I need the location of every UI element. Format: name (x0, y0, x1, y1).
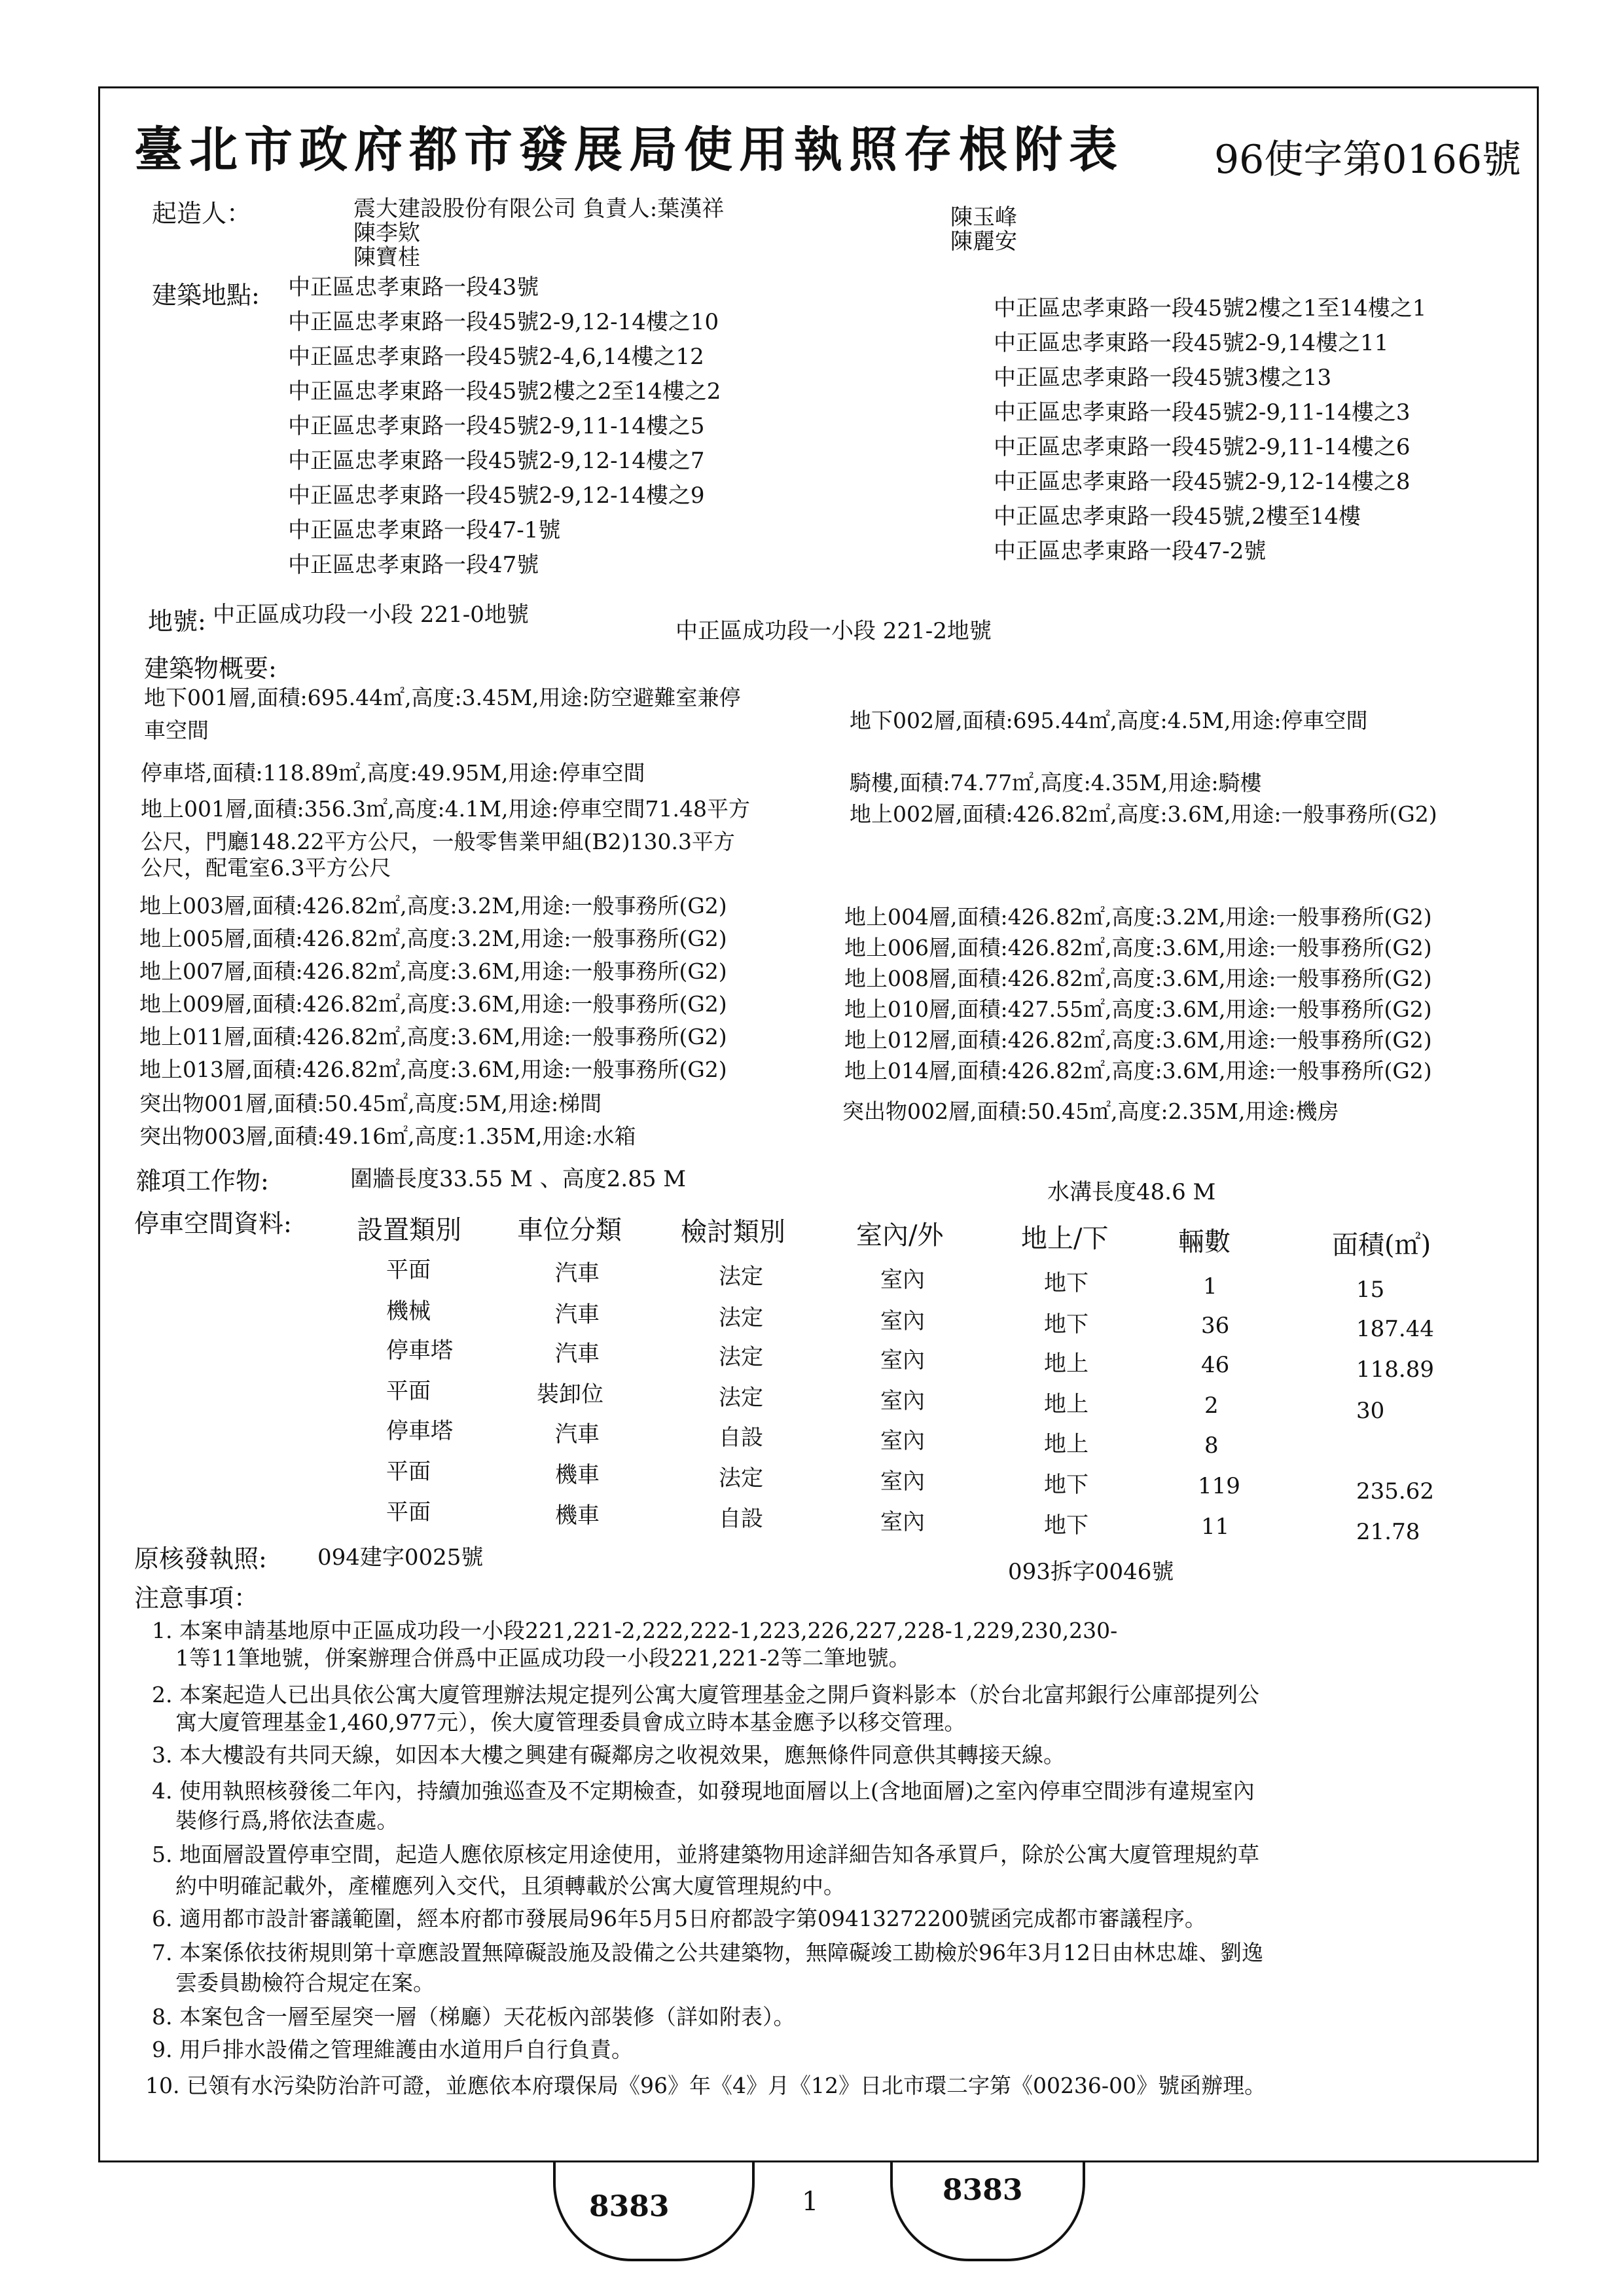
note-item: 雲委員勘檢符合規定在案。 (175, 1970, 435, 1995)
parking-header: 室內/外 (856, 1220, 944, 1250)
lot-label: 地號: (148, 607, 206, 636)
site-address: 中正區忠孝東路一段45號2-9,14樓之11 (994, 330, 1389, 356)
overview-line: 公尺，配電室6.3平方公尺 (141, 855, 391, 881)
site-address: 中正區忠孝東路一段45號3樓之13 (994, 365, 1332, 391)
builder-person: 陳玉峰 (950, 204, 1017, 230)
builder-company: 震大建設股份有限公司 負責人:葉漢祥 (353, 196, 725, 222)
overview-line: 地上003層,面積:426.82㎡,高度:3.2M,用途:一般事務所(G2) (139, 893, 727, 919)
parking-header: 檢討類別 (681, 1217, 785, 1247)
misc-works-wall: 圍牆長度33.55 M 、高度2.85 M (350, 1166, 687, 1192)
site-address: 中正區忠孝東路一段43號 (288, 274, 539, 301)
overview-line: 地上012層,面積:426.82㎡,高度:3.6M,用途:一般事務所(G2) (844, 1027, 1432, 1053)
site-address: 中正區忠孝東路一段45號2-4,6,14樓之12 (288, 344, 704, 370)
note-item: 9. 用戶排水設備之管理維護由水道用戶自行負責。 (152, 2037, 633, 2062)
parking-cell: 地上 (1044, 1351, 1088, 1377)
seal-number: 8383 (589, 2190, 670, 2223)
parking-cell: 室內 (880, 1468, 925, 1495)
parking-cell: 室內 (880, 1388, 925, 1414)
site-address: 中正區忠孝東路一段45號2-9,12-14樓之8 (994, 469, 1411, 495)
parking-cell: 地下 (1044, 1270, 1088, 1296)
original-permit-value: 093拆字0046號 (1008, 1559, 1174, 1585)
parking-header: 車位分類 (517, 1215, 622, 1245)
overview-line: 地上002層,面積:426.82㎡,高度:3.6M,用途:一般事務所(G2) (850, 801, 1437, 827)
site-address: 中正區忠孝東路一段45號2樓之1至14樓之1 (994, 295, 1427, 321)
parking-header: 面積(㎡) (1332, 1230, 1431, 1260)
note-item: 3. 本大樓設有共同天線，如因本大樓之興建有礙鄰房之收視效果，應無條件同意供其轉接天線。 (152, 1742, 1065, 1768)
parking-cell: 2 (1204, 1393, 1219, 1419)
page-number: 1 (802, 2187, 819, 2217)
overview-line: 地上004層,面積:426.82㎡,高度:3.2M,用途:一般事務所(G2) (844, 904, 1432, 930)
lot-number: 中正區成功段一小段 221-0地號 (213, 602, 529, 628)
document-title: 臺北市政府都市發展局使用執照存根附表 (134, 122, 1124, 178)
note-item: 4. 使用執照核發後二年內，持續加強巡查及不定期檢查，如發現地面層以上(含地面層)之室內停車空間涉有違規室內 (152, 1778, 1255, 1804)
overview-line: 公尺，門廳148.22平方公尺，一般零售業甲組(B2)130.3平方 (141, 829, 735, 854)
parking-cell: 汽車 (555, 1341, 600, 1367)
parking-header: 輛數 (1178, 1227, 1231, 1257)
parking-cell: 平面 (386, 1459, 431, 1485)
builder-label: 起造人： (152, 199, 252, 228)
site-address: 中正區忠孝東路一段47號 (288, 552, 539, 578)
note-item: 裝修行爲,將依法查處。 (175, 1808, 399, 1833)
parking-cell: 36 (1201, 1313, 1230, 1339)
overview-line: 地上010層,面積:427.55㎡,高度:3.6M,用途:一般事務所(G2) (844, 996, 1432, 1022)
permit-number: 96使字第0166號 (1214, 137, 1522, 183)
original-permit-value: 094建字0025號 (317, 1544, 484, 1571)
overview-line: 地下002層,面積:695.44㎡,高度:4.5M,用途:停車空間 (850, 708, 1368, 733)
overview-line: 停車塔,面積:118.89㎡,高度:49.95M,用途:停車空間 (141, 760, 645, 786)
overview-line: 騎樓,面積:74.77㎡,高度:4.35M,用途:騎樓 (850, 770, 1262, 795)
parking-cell: 汽車 (555, 1421, 600, 1448)
overview-line: 車空間 (144, 718, 209, 743)
parking-cell: 法定 (719, 1264, 763, 1290)
overview-line: 地上006層,面積:426.82㎡,高度:3.6M,用途:一般事務所(G2) (844, 935, 1432, 960)
site-label: 建築地點: (152, 281, 260, 310)
misc-works-ditch: 水溝長度48.6 M (1047, 1179, 1216, 1205)
note-item: 寓大廈管理基金1,460,977元），俟大廈管理委員會成立時本基金應予以移交管理。 (175, 1709, 966, 1735)
parking-cell: 118.89 (1356, 1357, 1434, 1383)
note-item: 1. 本案申請基地原中正區成功段一小段221,221-2,222,222-1,223,226,227,228-1,229,230,230- (152, 1618, 1118, 1643)
site-address: 中正區忠孝東路一段45號2-9,11-14樓之6 (994, 434, 1411, 460)
parking-cell: 裝卸位 (537, 1381, 603, 1408)
overview-line: 地上014層,面積:426.82㎡,高度:3.6M,用途:一般事務所(G2) (844, 1058, 1432, 1084)
overview-label: 建築物概要: (144, 654, 277, 683)
parking-cell: 平面 (386, 1257, 431, 1283)
seal-number: 8383 (943, 2174, 1023, 2207)
parking-cell: 法定 (719, 1465, 763, 1491)
site-address: 中正區忠孝東路一段45號2-9,12-14樓之10 (288, 309, 719, 335)
parking-cell: 11 (1201, 1514, 1230, 1540)
parking-cell: 地下 (1044, 1311, 1088, 1338)
site-address: 中正區忠孝東路一段45號2樓之2至14樓之2 (288, 378, 721, 405)
parking-cell: 法定 (719, 1344, 763, 1370)
parking-cell: 187.44 (1356, 1316, 1434, 1342)
overview-line: 地上005層,面積:426.82㎡,高度:3.2M,用途:一般事務所(G2) (139, 926, 727, 951)
overview-line: 地下001層,面積:695.44㎡,高度:3.45M,用途:防空避難室兼停 (144, 685, 741, 710)
parking-cell: 法定 (719, 1385, 763, 1411)
parking-cell: 15 (1356, 1277, 1385, 1303)
parking-cell: 室內 (880, 1428, 925, 1454)
overview-line: 突出物002層,面積:50.45㎡,高度:2.35M,用途:機房 (842, 1099, 1339, 1124)
parking-cell: 機車 (555, 1462, 600, 1488)
parking-cell: 法定 (719, 1305, 763, 1331)
parking-cell: 119 (1198, 1473, 1240, 1499)
original-permit-label: 原核發執照: (134, 1544, 267, 1573)
parking-cell: 地上 (1044, 1391, 1088, 1417)
site-address: 中正區忠孝東路一段45號,2樓至14樓 (994, 503, 1361, 530)
overview-line: 地上007層,面積:426.82㎡,高度:3.6M,用途:一般事務所(G2) (139, 958, 727, 984)
parking-cell: 46 (1201, 1352, 1230, 1378)
parking-cell: 機械 (386, 1298, 431, 1324)
note-item: 1等11筆地號，併案辦理合併爲中正區成功段一小段221,221-2等二筆地號。 (175, 1645, 910, 1671)
builder-person: 陳李欵 (353, 220, 420, 246)
overview-line: 突出物001層,面積:50.45㎡,高度:5M,用途:梯間 (139, 1091, 602, 1116)
parking-label: 停車空間資料: (134, 1209, 292, 1238)
overview-line: 突出物003層,面積:49.16㎡,高度:1.35M,用途:水箱 (139, 1123, 636, 1149)
site-address: 中正區忠孝東路一段45號2-9,12-14樓之7 (288, 448, 705, 474)
parking-cell: 地上 (1044, 1431, 1088, 1457)
lot-number: 中正區成功段一小段 221-2地號 (675, 618, 992, 644)
parking-cell: 停車塔 (386, 1418, 453, 1444)
parking-cell: 平面 (386, 1499, 431, 1525)
parking-cell: 地下 (1044, 1512, 1088, 1539)
site-address: 中正區忠孝東路一段47-1號 (288, 517, 561, 543)
parking-header: 地上/下 (1021, 1224, 1109, 1254)
note-item: 5. 地面層設置停車空間，起造人應依原核定用途使用，並將建築物用途詳細告知各承買戶，除於公寓大廈管理規約草 (152, 1842, 1259, 1867)
overview-line: 地上009層,面積:426.82㎡,高度:3.6M,用途:一般事務所(G2) (139, 991, 727, 1017)
parking-cell: 機車 (555, 1503, 600, 1529)
parking-cell: 室內 (880, 1267, 925, 1293)
parking-cell: 汽車 (555, 1302, 600, 1328)
notes-label: 注意事項： (134, 1584, 259, 1613)
overview-line: 地上008層,面積:426.82㎡,高度:3.6M,用途:一般事務所(G2) (844, 966, 1432, 991)
note-item: 6. 適用都市設計審議範圍，經本府都市發展局96年5月5日府都設字第09413272200號函完成都市審議程序。 (152, 1906, 1206, 1931)
builder-person: 陳麗安 (950, 228, 1017, 255)
builder-person: 陳寶桂 (353, 244, 420, 270)
parking-cell: 21.78 (1356, 1519, 1420, 1545)
parking-cell: 室內 (880, 1509, 925, 1535)
parking-cell: 235.62 (1356, 1478, 1434, 1504)
parking-cell: 自設 (719, 1425, 763, 1451)
parking-cell: 8 (1204, 1432, 1219, 1459)
site-address: 中正區忠孝東路一段45號2-9,12-14樓之9 (288, 483, 705, 509)
parking-cell: 停車塔 (386, 1338, 453, 1364)
parking-cell: 平面 (386, 1378, 431, 1404)
parking-cell: 汽車 (555, 1260, 600, 1286)
misc-works-label: 雜項工作物: (136, 1167, 269, 1195)
overview-line: 地上011層,面積:426.82㎡,高度:3.6M,用途:一般事務所(G2) (139, 1024, 727, 1049)
site-address: 中正區忠孝東路一段45號2-9,11-14樓之3 (994, 399, 1411, 426)
note-item: 約中明確記載外，產權應列入交代，且須轉載於公寓大廈管理規約中。 (175, 1873, 845, 1899)
parking-cell: 自設 (719, 1506, 763, 1532)
parking-header: 設置類別 (357, 1215, 461, 1245)
site-address: 中正區忠孝東路一段45號2-9,11-14樓之5 (288, 413, 705, 439)
note-item: 8. 本案包含一層至屋突一層（梯廳）天花板內部裝修（詳如附表）。 (152, 2004, 795, 2030)
parking-cell: 室內 (880, 1308, 925, 1334)
note-item: 10. 已領有水污染防治許可證，並應依本府環保局《96》年《4》月《12》日北市環二字第《00236-00》號函辦理。 (145, 2073, 1267, 2098)
site-address: 中正區忠孝東路一段47-2號 (994, 538, 1267, 564)
overview-line: 地上001層,面積:356.3㎡,高度:4.1M,用途:停車空間71.48平方 (141, 796, 751, 822)
note-item: 2. 本案起造人已出具依公寓大廈管理辦法規定提列公寓大廈管理基金之開戶資料影本（於台北富邦銀行公庫部提列公 (152, 1682, 1259, 1707)
parking-cell: 30 (1356, 1398, 1385, 1424)
overview-line: 地上013層,面積:426.82㎡,高度:3.6M,用途:一般事務所(G2) (139, 1057, 727, 1082)
note-item: 7. 本案係依技術規則第十章應設置無障礙設施及設備之公共建築物，無障礙竣工勘檢於96年3月12日由林忠雄、劉逸 (152, 1940, 1263, 1965)
parking-cell: 1 (1203, 1273, 1217, 1300)
parking-cell: 室內 (880, 1347, 925, 1374)
parking-cell: 地下 (1044, 1472, 1088, 1498)
